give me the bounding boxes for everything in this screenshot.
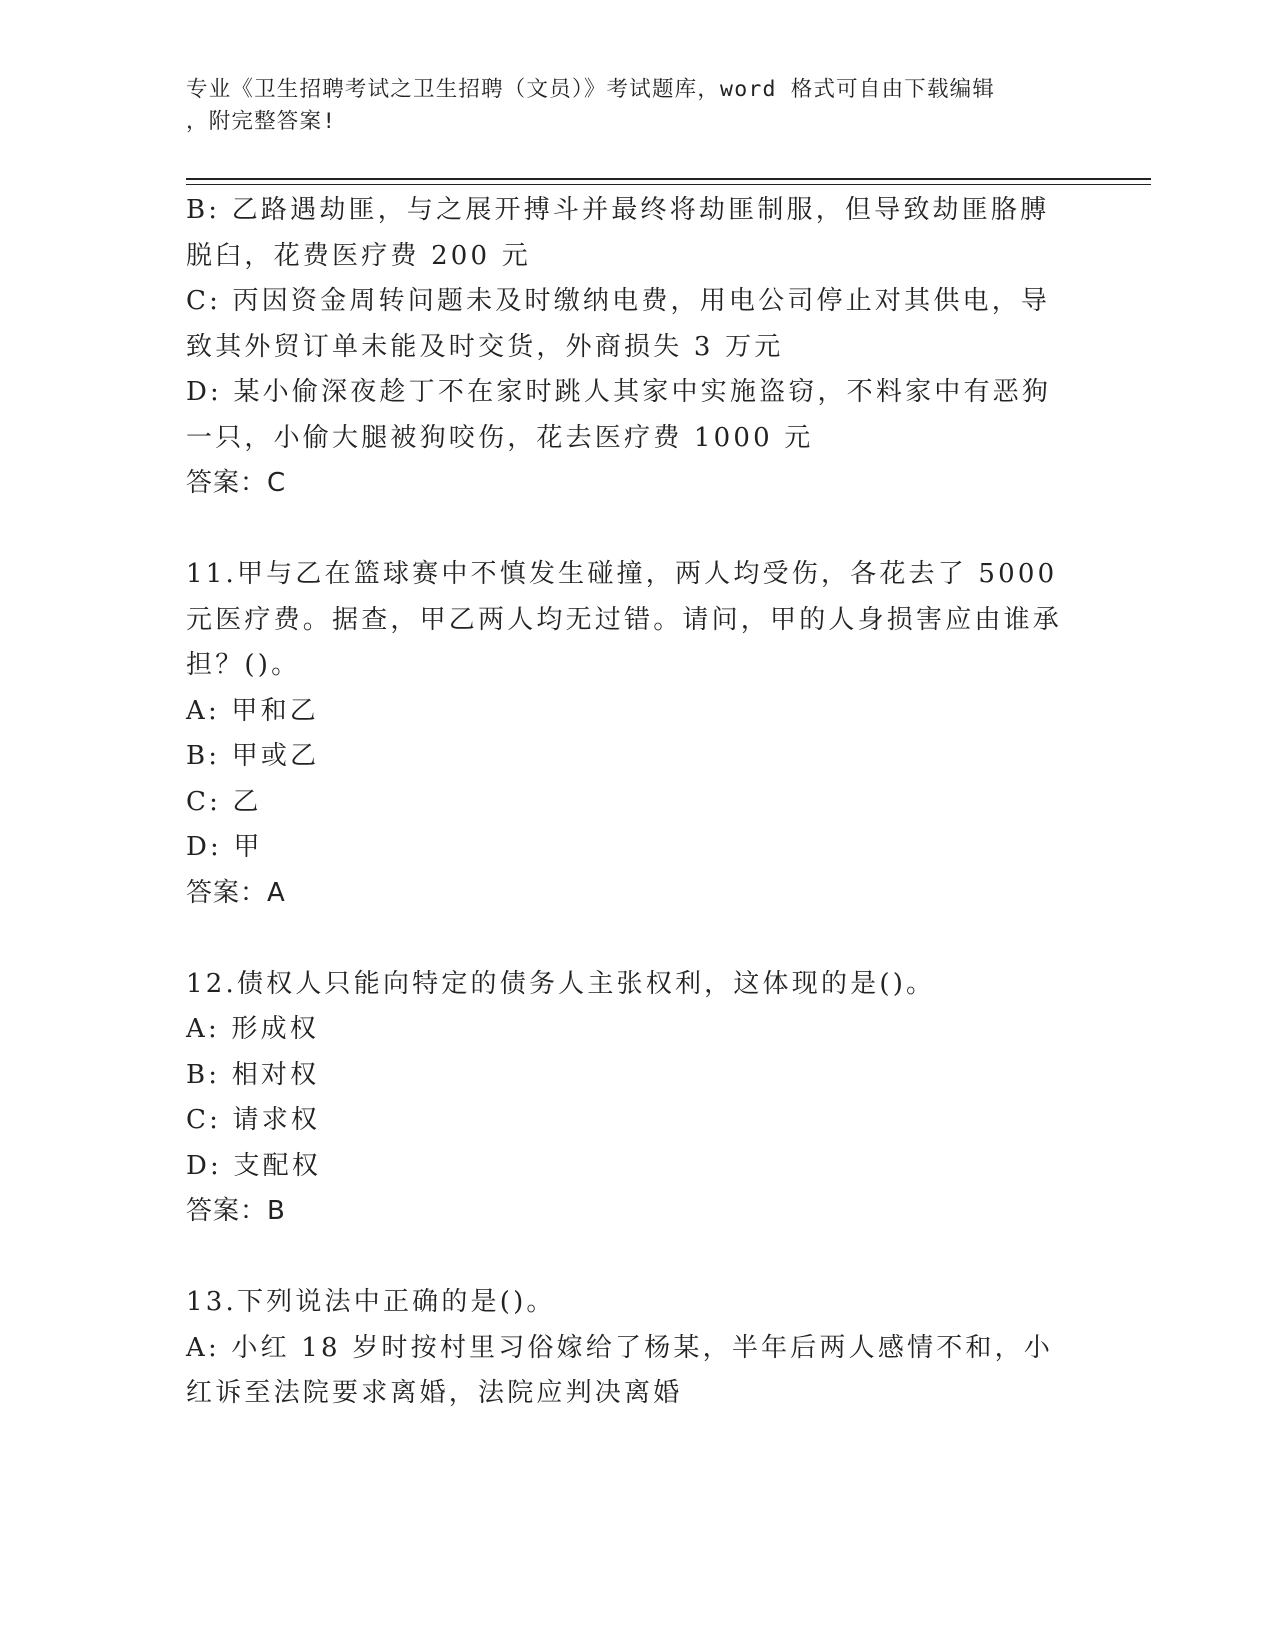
q12-option-d: D: 支配权: [186, 1150, 322, 1181]
q11-option-c: C: 乙: [186, 786, 262, 817]
q12-option-b: B: 相对权: [186, 1059, 320, 1090]
q12-option-a: A: 形成权: [186, 1014, 320, 1044]
q12-question: 12.债权人只能向特定的债务人主张权利，这体现的是()。: [186, 968, 936, 999]
spacer: [186, 507, 1066, 553]
question-11-block: [186, 552, 1066, 916]
header-divider-thin: [186, 184, 1151, 185]
question-12-block: [186, 962, 1066, 1235]
q11-option-d: D: 甲: [186, 832, 263, 862]
q11-question: 11.甲与乙在篮球赛中不慎发生碰撞，两人均受伤，各花去了 5000 元医疗费。据查，甲乙两人均无过错。请问，甲的人身损害应由谁承担？()。: [186, 559, 1063, 680]
header-line-1: 专业《卫生招聘考试之卫生招聘（文员）》考试题库，word 格式可自由下载编辑: [186, 77, 996, 102]
spacer: [186, 1235, 1066, 1281]
q11-option-a: A: 甲和乙: [186, 695, 320, 726]
q10-answer: 答案：C: [186, 468, 287, 498]
question-13-block: [186, 1280, 1066, 1417]
q13-option-a: A: 小红 18 岁时按村里习俗嫁给了杨某，半年后两人感情不和，小红诉至法院要求离婚，法院应判决离婚: [186, 1332, 1054, 1408]
spacer: [186, 916, 1066, 962]
q12-option-c: C: 请求权: [186, 1105, 321, 1135]
header-divider-thick: [186, 178, 1151, 180]
q10-option-b: B: 乙路遇劫匪，与之展开搏斗并最终将劫匪制服，但导致劫匪胳膊脱臼，花费医疗费 200 元: [186, 195, 1050, 271]
document-body: [186, 188, 1066, 1417]
q10-option-c: C: 丙因资金周转问题未及时缴纳电费，用电公司停止对其供电，导致其外贸订单未能及时交货，外商损失 3 万元: [186, 286, 1051, 362]
q11-answer: 答案：A: [186, 877, 286, 908]
q11-option-b: B: 甲或乙: [186, 741, 320, 771]
q13-question: 13.下列说法中正确的是()。: [186, 1287, 556, 1317]
q12-answer: 答案：B: [186, 1196, 286, 1226]
question-10-block: [186, 188, 1066, 507]
q10-option-d: D: 某小偷深夜趁丁不在家时跳人其家中实施盗窃，不料家中有恶狗一只，小偷大腿被狗咬伤，花去医疗费 1000 元: [186, 377, 1052, 453]
document-header: [186, 74, 1066, 138]
header-line-2: ，附完整答案!: [186, 109, 337, 134]
